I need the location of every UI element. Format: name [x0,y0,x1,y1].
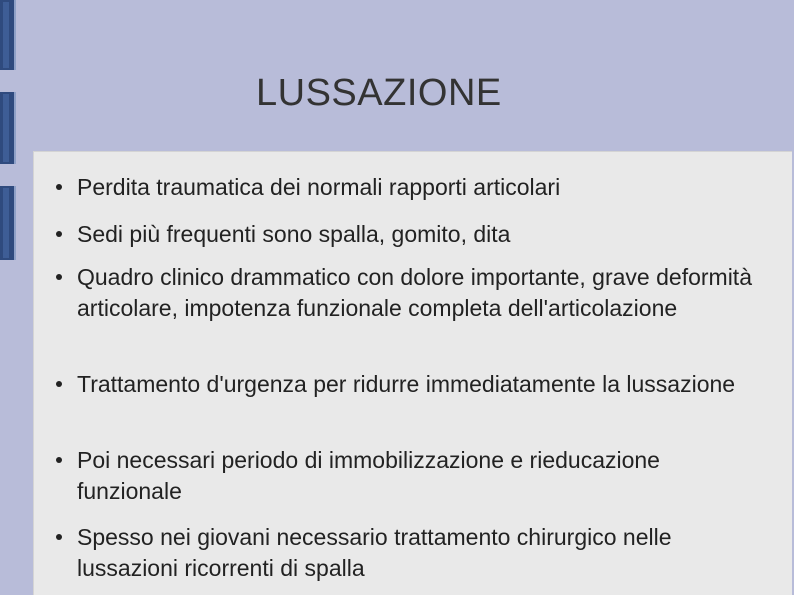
bullet-icon [56,534,62,540]
decorative-bar [0,186,16,260]
bullet-icon [56,231,62,237]
bullet-text: Spesso nei giovani necessario trattamento chirurgico nelle lussazioni ricorrenti di spalla [77,524,672,581]
bullet-text: Trattamento d'urgenza per ridurre immediatamente la lussazione [77,371,736,397]
left-decoration [0,0,18,595]
bullet-text: Poi necessari periodo di immobilizzazione e rieducazione funzionale [77,447,660,504]
slide-content [33,151,792,595]
decorative-bar [0,92,16,164]
bullet-text: Quadro clinico drammatico con dolore importante, grave deformità articolare, impotenza funzionale completa dell'articolazione [77,264,752,321]
bullet-icon [56,457,62,463]
bullet-icon [56,184,62,190]
bullet-icon [56,381,62,387]
bullet-icon [56,274,62,280]
slide-title: LUSSAZIONE [256,72,502,114]
bullet-text: Sedi più frequenti sono spalla, gomito, dita [77,221,511,247]
bullet-text: Perdita traumatica dei normali rapporti articolari [77,174,561,200]
decorative-bar [0,0,16,70]
